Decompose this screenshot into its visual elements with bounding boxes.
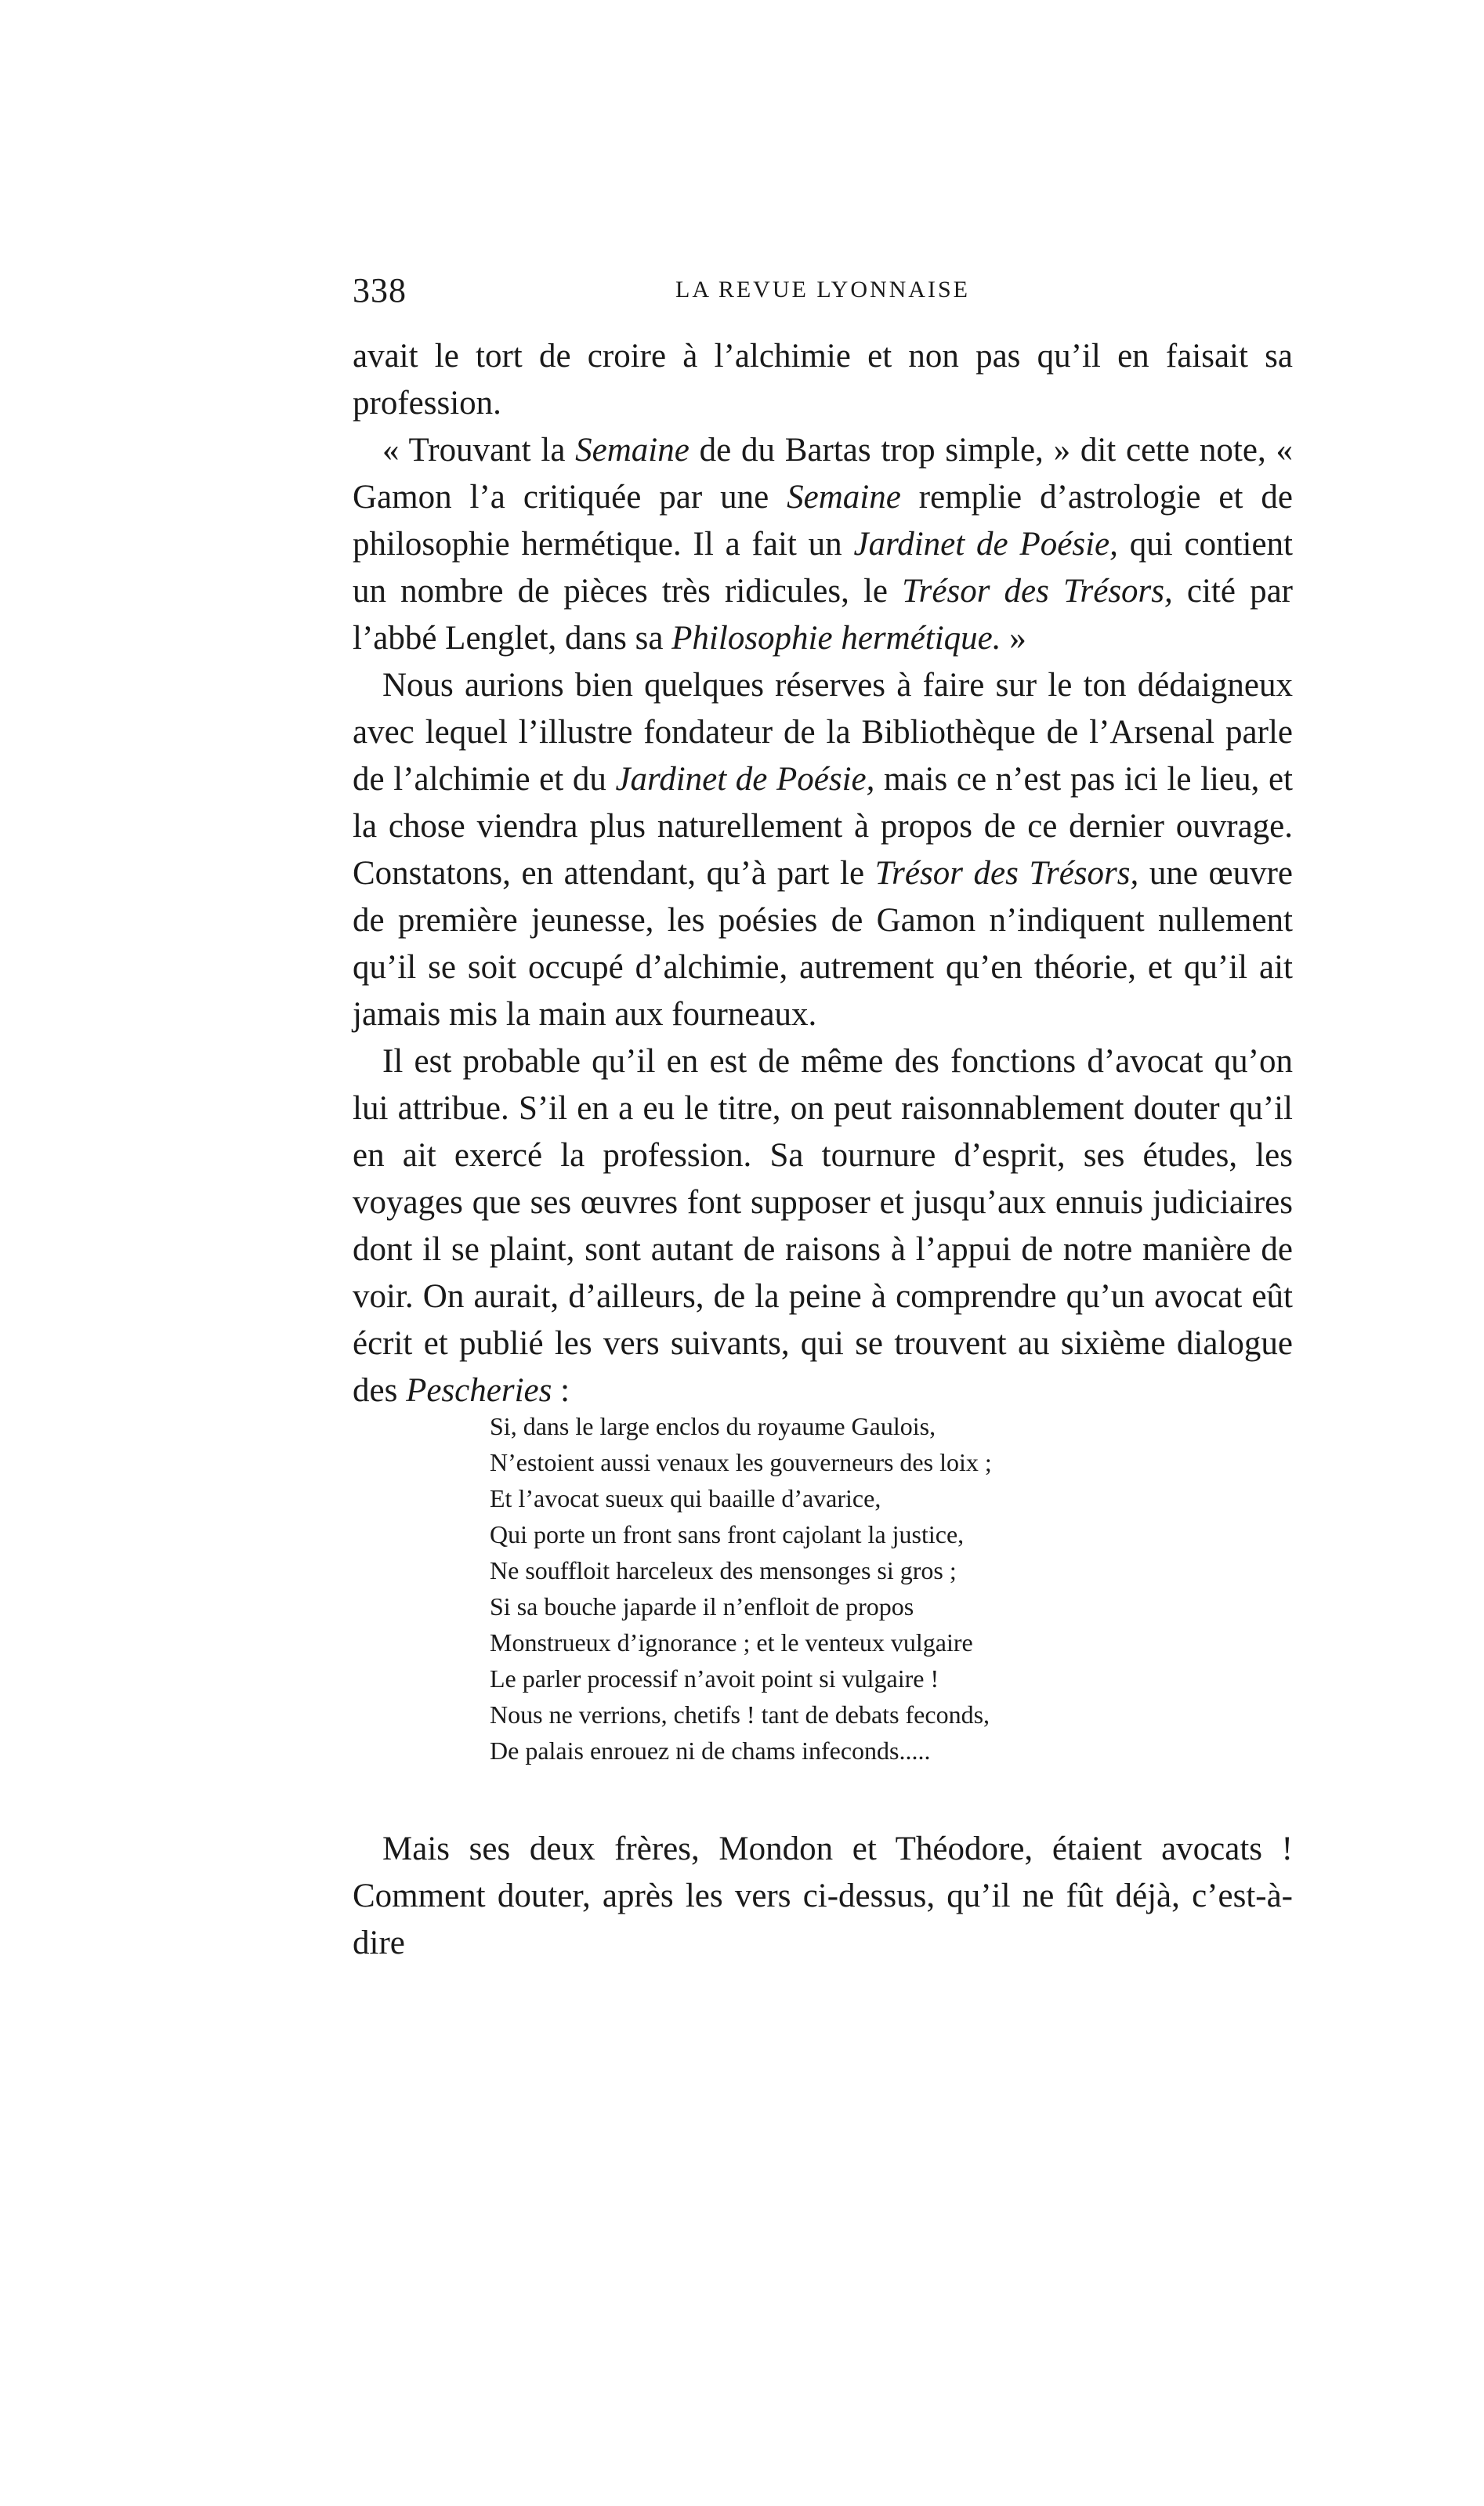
page-number: 338 [353, 271, 407, 310]
text-run: mais ce n’est pas ici le lieu, et la chose viendra plus naturellement à propos de ce dernier ouvrage. Constatons, en attendant, qu’à part le [353, 761, 1294, 892]
closing-text [353, 1826, 1293, 1967]
running-title: LA REVUE LYONNAISE [675, 277, 970, 302]
italic-title: Philosophie hermétique. [671, 620, 1001, 657]
italic-title: Jardinet de Poésie, [853, 526, 1118, 563]
text-run: Nous aurions bien quelques réserves à faire sur le ton dédaigneux avec lequel l’illustre fondateur de la Bibliothèque de l’Arsenal parle de l’alchimie et du [353, 667, 1293, 798]
page-header [353, 270, 1293, 317]
text-run: « Trouvant la [382, 432, 576, 469]
paragraph-3 [353, 662, 1293, 1038]
text-run: qui contient un nombre de pièces très ridicules, le [353, 526, 1293, 610]
verse-line: Ne souffloit harceleux des mensonges si gros ; [490, 1556, 957, 1584]
verse-line: N’estoient aussi venaux les gouverneurs des loix ; [490, 1448, 992, 1476]
verse-line: Monstrueux d’ignorance ; et le venteux vulgaire [490, 1628, 973, 1657]
text-run: : [552, 1372, 570, 1409]
text-run: de du Bartas trop simple, » dit cette note, « Gamon l’a critiquée par une [353, 432, 1293, 516]
text-run: Il est probable qu’il en est de même des fonctions d’avocat qu’on lui attribue. S’il en a eu le titre, on peut raisonnablement douter qu’il en ait exercé la profession. Sa tournure d’esprit, ses études, les voyages que ses œuvres font supposer et jusqu’aux ennuis judiciaires dont il se plaint, sont autant de raisons à l’appui de notre manière de voir. On aurait, d’ailleurs, de la peine à comprendre qu’un avocat eût écrit et publié les vers suivants, qui se trouvent au sixième dialogue des [353, 1043, 1293, 1409]
verse-line: Nous ne verrions, chetifs ! tant de debats feconds, [490, 1700, 990, 1729]
text-run: » [1001, 620, 1026, 657]
paragraph-1: avait le tort de croire à l’alchimie et non pas qu’il en faisait sa profession. [353, 338, 1293, 422]
italic-title: Semaine [575, 432, 690, 469]
paragraph-4 [353, 1038, 1293, 1414]
italic-title: Trésor des Trésors, [874, 855, 1139, 892]
verse-line: Qui porte un front sans front cajolant la justice, [490, 1520, 965, 1548]
body-text [353, 333, 1293, 1414]
text-run: une œuvre de première jeunesse, les poésies de Gamon n’indiquent nullement qu’il se soit occupé d’alchimie, autrement qu’en théorie, et qu’il ait jamais mis la main aux fourneaux. [353, 855, 1293, 1033]
italic-title: Jardinet de Poésie, [615, 761, 875, 798]
italic-title: Pescheries [406, 1372, 552, 1409]
verse-quotation [490, 1408, 1117, 1769]
verse-line: Si sa bouche japarde il n’enfloit de propos [490, 1592, 914, 1621]
text-run: remplie d’astrologie et de philosophie hermétique. Il a fait un [353, 479, 1294, 563]
italic-title: Semaine [787, 479, 901, 516]
verse-line: Et l’avocat sueux qui baaille d’avarice, [490, 1484, 881, 1512]
italic-title: Trésor des Trésors, [902, 573, 1173, 610]
text-run: cité par l’abbé Lenglet, dans sa [353, 573, 1293, 657]
paragraph-2 [353, 427, 1293, 662]
verse-line: Si, dans le large enclos du royaume Gaulois, [490, 1412, 936, 1440]
paragraph-5: Mais ses deux frères, Mondon et Théodore, étaient avocats ! Comment douter, après les vers ci-dessus, qu’il ne fût déjà, c’est-à-dire [353, 1831, 1293, 1961]
verse-line: De palais enrouez ni de chams infeconds..... [490, 1736, 931, 1765]
verse-line: Le parler processif n’avoit point si vulgaire ! [490, 1664, 939, 1693]
